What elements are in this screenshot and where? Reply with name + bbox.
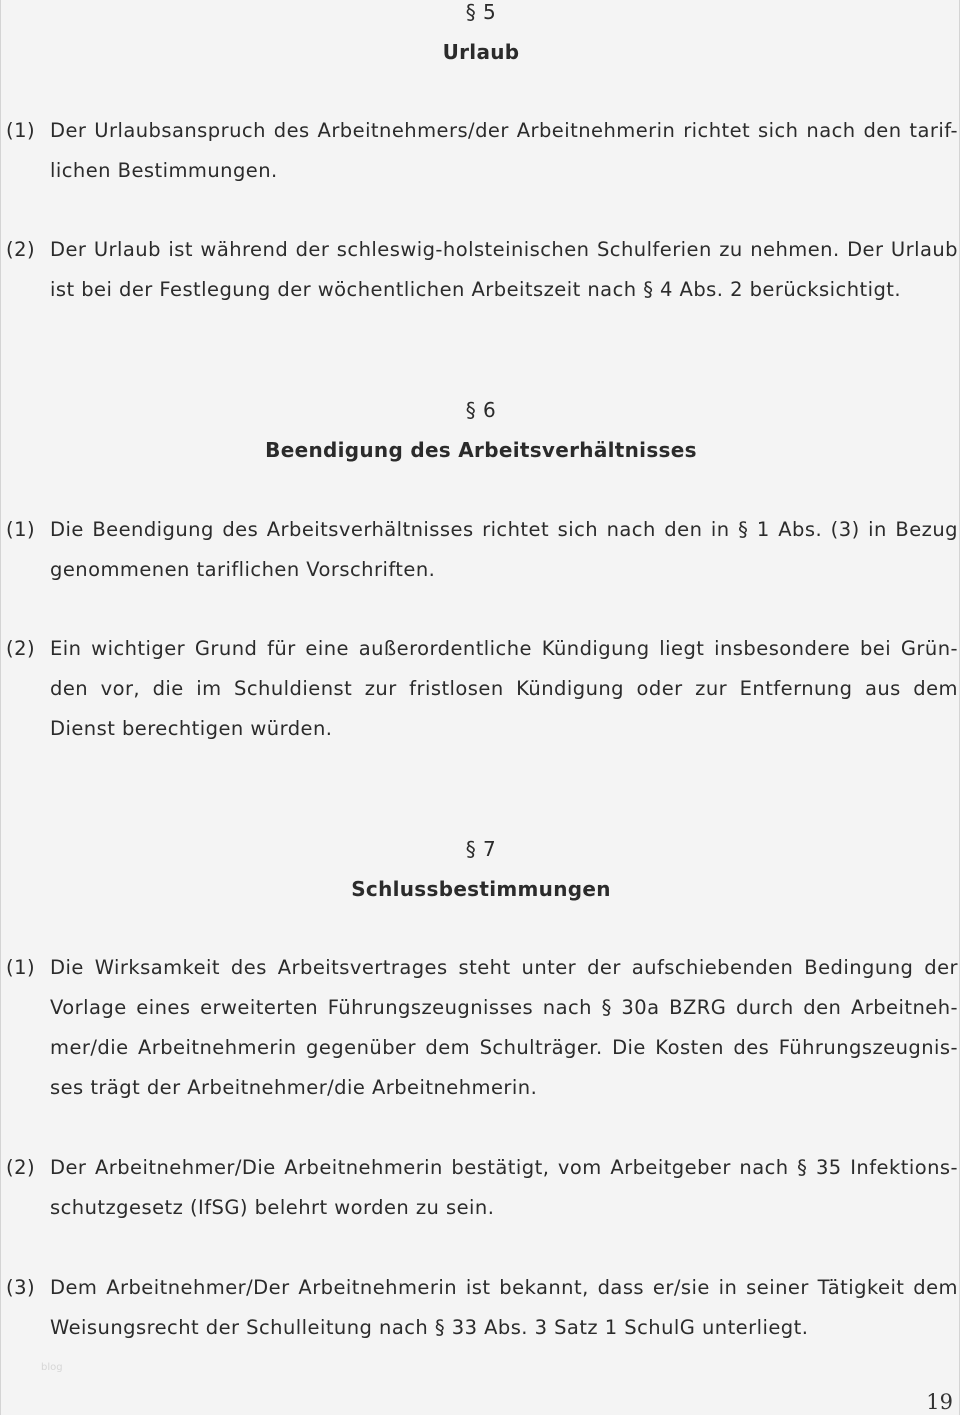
paragraph-number: (3) bbox=[6, 1276, 36, 1299]
section-number: § 5 bbox=[465, 0, 497, 24]
text-line: Dienst berechtigen würden. bbox=[50, 717, 333, 740]
text-line: Die Beendigung des Arbeitsverhältnisses richtet sich nach den in § 1 Abs. (3) in Bezug bbox=[50, 518, 958, 541]
section-title: Schlussbestimmungen bbox=[351, 877, 611, 901]
text-line: mer/die Arbeitnehmerin gegenüber dem Schulträger. Die Kosten des Führungszeugnis- bbox=[50, 1036, 958, 1059]
text-line: Der Urlaub ist während der schleswig-holsteinischen Schulferien zu nehmen. Der Urlaub bbox=[50, 238, 958, 261]
paragraph-number: (1) bbox=[6, 119, 36, 142]
paragraph-number: (2) bbox=[6, 1156, 36, 1179]
page-number: 19 bbox=[926, 1390, 953, 1414]
section-5-heading bbox=[1, 0, 960, 72]
text-line: Vorlage eines erweiterten Führungszeugnisses nach § 30a BZRG durch den Arbeitneh- bbox=[50, 996, 958, 1019]
text-line: lichen Bestimmungen. bbox=[50, 159, 278, 182]
text-line: Der Arbeitnehmer/Die Arbeitnehmerin bestätigt, vom Arbeitgeber nach § 35 Infektions- bbox=[50, 1156, 958, 1179]
section-7-heading bbox=[1, 829, 960, 909]
section-number: § 7 bbox=[465, 837, 497, 861]
section-title: Urlaub bbox=[442, 40, 520, 64]
paragraph-text bbox=[50, 111, 958, 191]
text-line: Der Urlaubsanspruch des Arbeitnehmers/der Arbeitnehmerin richtet sich nach den tarif- bbox=[50, 119, 958, 142]
text-line: Ein wichtiger Grund für eine außerordentliche Kündigung liegt insbesondere bei Grün- bbox=[50, 637, 958, 660]
text-line: den vor, die im Schuldienst zur fristlosen Kündigung oder zur Entfernung aus dem bbox=[50, 677, 958, 700]
text-line: ist bei der Festlegung der wöchentlichen Arbeitszeit nach § 4 Abs. 2 berücksichtigt. bbox=[50, 278, 902, 301]
paragraph-text bbox=[50, 1268, 958, 1348]
paragraph-number: (1) bbox=[6, 518, 36, 541]
paragraph-text bbox=[50, 1148, 958, 1228]
text-line: Weisungsrecht der Schulleitung nach § 33 Abs. 3 Satz 1 SchulG unterliegt. bbox=[50, 1316, 809, 1339]
text-line: ses trägt der Arbeitnehmer/die Arbeitnehmerin. bbox=[50, 1076, 538, 1099]
watermark: blog bbox=[41, 1362, 63, 1373]
paragraph-text bbox=[50, 629, 958, 749]
text-line: schutzgesetz (IfSG) belehrt worden zu sein. bbox=[50, 1196, 495, 1219]
text-line: Dem Arbeitnehmer/Der Arbeitnehmerin ist bekannt, dass er/sie in seiner Tätigkeit dem bbox=[50, 1276, 958, 1299]
paragraph-number: (2) bbox=[6, 637, 36, 660]
text-line: genommenen tariflichen Vorschriften. bbox=[50, 558, 436, 581]
paragraph-text bbox=[50, 230, 958, 310]
section-6-heading bbox=[1, 390, 960, 470]
text-line: Die Wirksamkeit des Arbeitsvertrages steht unter der aufschiebenden Bedingung der bbox=[50, 956, 958, 979]
paragraph-number: (1) bbox=[6, 956, 36, 979]
paragraph-number: (2) bbox=[6, 238, 36, 261]
paragraph-text bbox=[50, 948, 958, 1108]
section-number: § 6 bbox=[465, 398, 497, 422]
section-title: Beendigung des Arbeitsverhältnisses bbox=[265, 438, 697, 462]
paragraph-text bbox=[50, 510, 958, 590]
